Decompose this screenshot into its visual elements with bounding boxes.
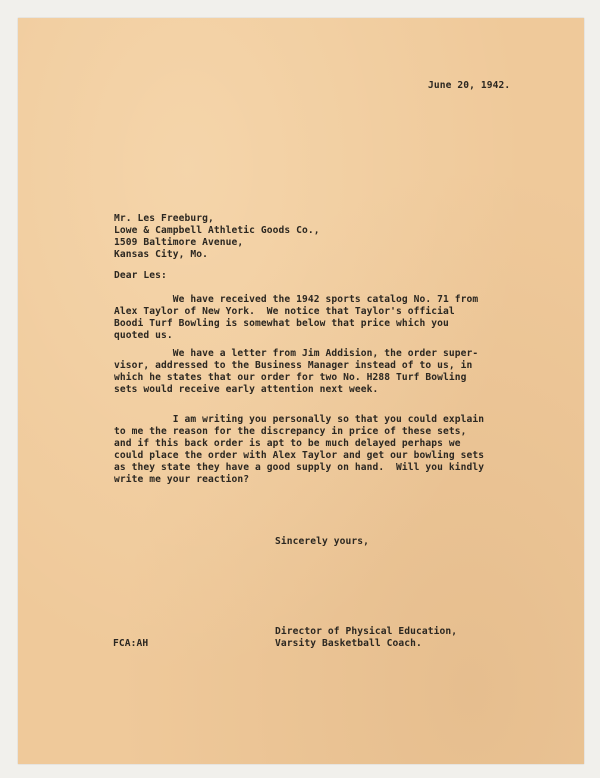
paragraph-line: We have a letter from Jim Addision, the order super- bbox=[114, 348, 479, 359]
paragraph-line: We have received the 1942 sports catalog No. 71 from bbox=[114, 294, 479, 305]
recipient-city: Kansas City, Mo. bbox=[114, 249, 209, 260]
signature-title: Director of Physical Education, bbox=[275, 626, 458, 637]
paragraph-line: I am writing you personally so that you could explain bbox=[114, 414, 485, 425]
paragraph-line: quoted us. bbox=[114, 330, 173, 341]
letter-date: June 20, 1942. bbox=[428, 80, 511, 91]
paragraph-line: as they state they have a good supply on hand. Will you kindly bbox=[114, 462, 485, 473]
paragraph-2 bbox=[114, 348, 478, 396]
paragraph-line: sets would receive early attention next week. bbox=[114, 384, 379, 395]
signature-block bbox=[275, 626, 457, 650]
paragraph-line: Alex Taylor of New York. We notice that Taylor's official bbox=[114, 306, 455, 317]
paragraph-line: to me the reason for the discrepancy in price of these sets, bbox=[114, 426, 467, 437]
paragraph-line: which he states that our order for two No. H288 Turf Bowling bbox=[114, 372, 467, 383]
paragraph-1 bbox=[114, 294, 478, 342]
recipient-address bbox=[114, 213, 320, 261]
paragraph-line: Boodi Turf Bowling is somewhat below that price which you bbox=[114, 318, 449, 329]
signature-title: Varsity Basketball Coach. bbox=[275, 638, 422, 649]
paragraph-line: could place the order with Alex Taylor and get our bowling sets bbox=[114, 450, 485, 461]
paragraph-line: and if this back order is apt to be much delayed perhaps we bbox=[114, 438, 461, 449]
paragraph-line: visor, addressed to the Business Manager instead of to us, in bbox=[114, 360, 473, 371]
paragraph-3 bbox=[114, 414, 484, 486]
closing: Sincerely yours, bbox=[275, 536, 370, 547]
paragraph-line: write me your reaction? bbox=[114, 474, 250, 485]
typist-initials: FCA:AH bbox=[113, 638, 149, 649]
recipient-name: Mr. Les Freeburg, bbox=[114, 213, 214, 224]
recipient-company: Lowe & Campbell Athletic Goods Co., bbox=[114, 225, 320, 236]
recipient-street: 1509 Baltimore Avenue, bbox=[114, 237, 244, 248]
salutation: Dear Les: bbox=[114, 270, 167, 281]
